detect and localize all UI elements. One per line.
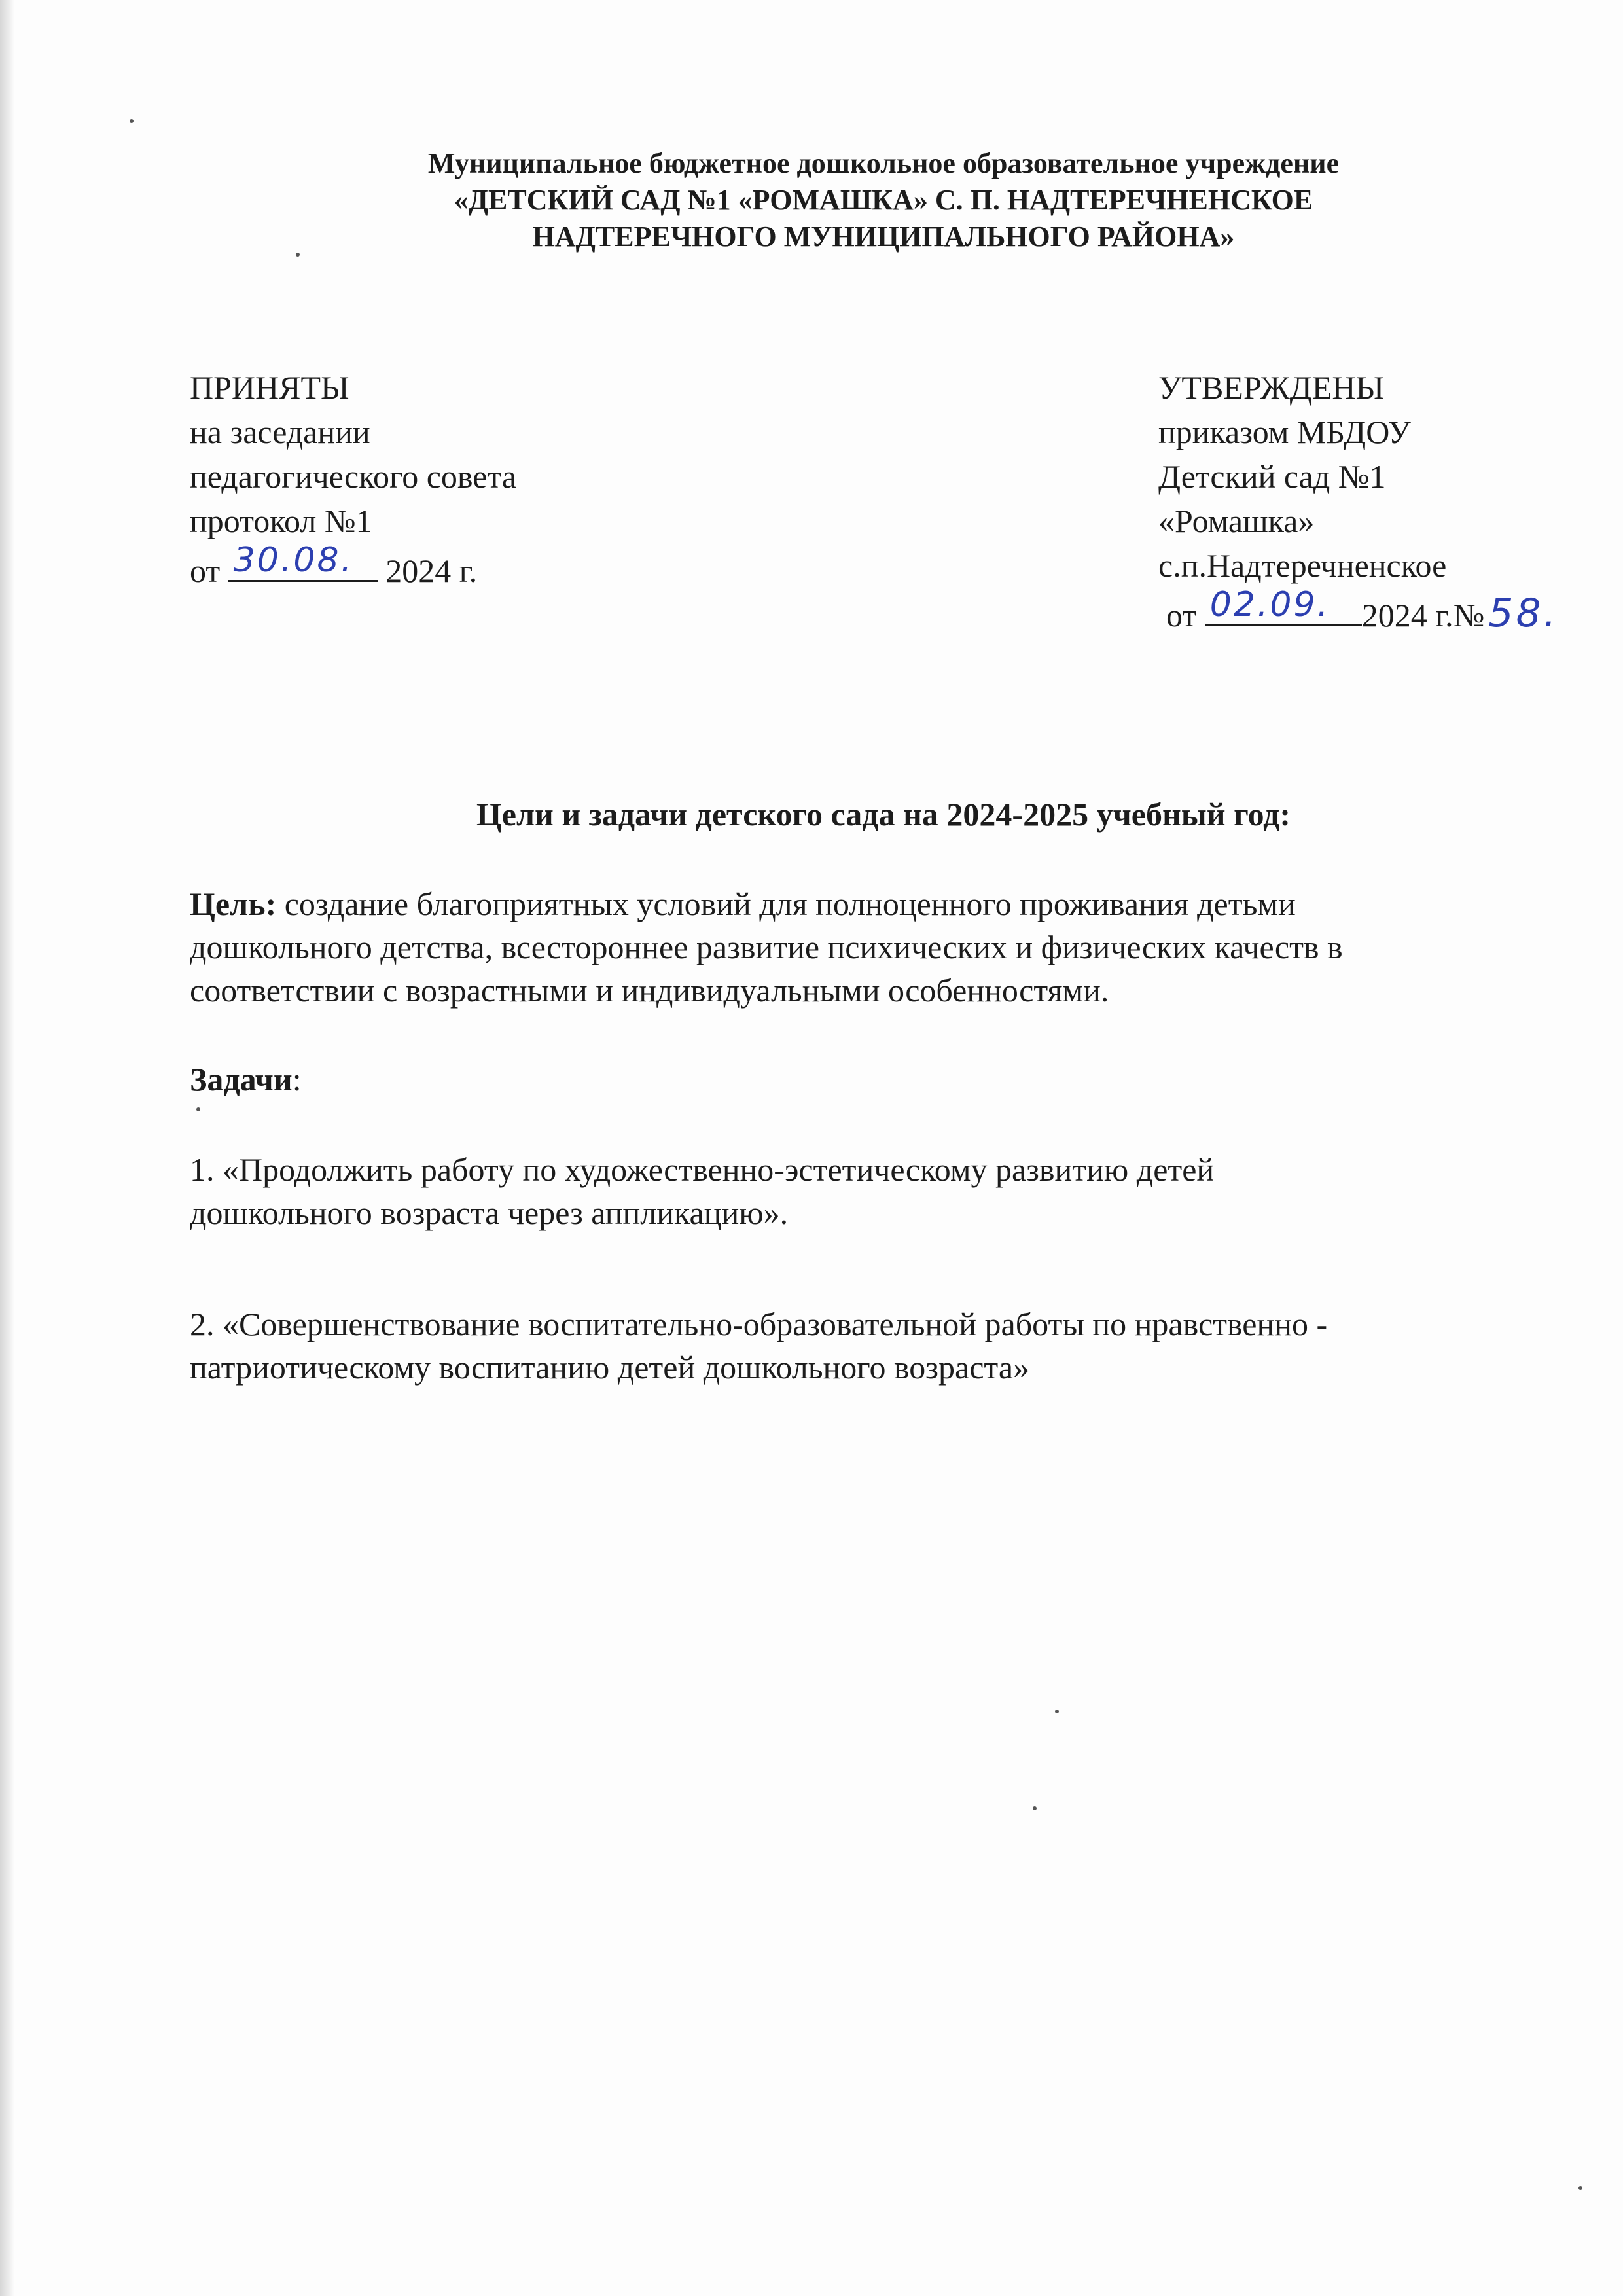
scan-speck bbox=[130, 119, 134, 123]
header-line: «ДЕТСКИЙ САД №1 «РОМАШКА» С. П. НАДТЕРЕЧНЕНСКОЕ bbox=[454, 184, 1313, 216]
task-item bbox=[190, 1302, 1538, 1389]
scan-speck bbox=[196, 1107, 200, 1111]
accepted-line: на заседании bbox=[190, 414, 370, 450]
approved-title: УТВЕРЖДЕНЫ bbox=[1158, 369, 1385, 406]
approved-line: Детский сад №1 bbox=[1158, 458, 1386, 495]
goals-title: Цели и задачи детского сада на 2024-2025 учебный год: bbox=[476, 796, 1291, 833]
header-line: НАДТЕРЕЧНОГО МУНИЦИПАЛЬНОГО РАЙОНА» bbox=[532, 221, 1235, 253]
date-suffix: 2024 г. bbox=[385, 552, 478, 589]
header-line: Муниципальное бюджетное дошкольное образовательное учреждение bbox=[427, 147, 1340, 179]
handwritten-order-number: 58. bbox=[1488, 590, 1559, 636]
approved-line: «Ромашка» bbox=[1158, 503, 1315, 539]
approved-line: приказом МБДОУ bbox=[1158, 414, 1411, 450]
date-suffix: 2024 г.№ bbox=[1361, 597, 1485, 634]
handwritten-date: 02.09. bbox=[1209, 585, 1330, 624]
task-text: дошкольного возраста через аппликацию». bbox=[190, 1194, 789, 1231]
institution-header bbox=[262, 145, 1505, 255]
date-prefix: от bbox=[190, 552, 221, 589]
task-text: 2. «Совершенствование воспитательно-образовательной работы по нравственно - bbox=[190, 1306, 1328, 1342]
handwritten-date: 30.08. bbox=[233, 541, 354, 580]
date-blank bbox=[228, 543, 378, 582]
approved-line: с.п.Надтеречненское bbox=[1158, 547, 1447, 584]
accepted-line: педагогического совета bbox=[190, 458, 517, 495]
goal-label: Цель: bbox=[190, 886, 277, 922]
approved-block bbox=[1158, 365, 1559, 637]
goal-text: соответствии с возрастными и индивидуальными особенностями. bbox=[190, 972, 1109, 1009]
scan-speck bbox=[1033, 1806, 1037, 1810]
task-text: 1. «Продолжить работу по художественно-эстетическому развитию детей bbox=[190, 1151, 1215, 1188]
scan-speck bbox=[1578, 2186, 1582, 2190]
goal-paragraph bbox=[190, 882, 1538, 1012]
scan-speck bbox=[296, 253, 300, 257]
approved-date bbox=[1158, 585, 1559, 637]
date-blank bbox=[1205, 585, 1362, 626]
tasks-heading bbox=[190, 1058, 1538, 1101]
goal-text: дошкольного детства, всестороннее развитие психических и физических качеств в bbox=[190, 929, 1343, 965]
date-prefix: от bbox=[1166, 597, 1197, 634]
scan-speck bbox=[1055, 1710, 1059, 1713]
accepted-title: ПРИНЯТЫ bbox=[190, 369, 349, 406]
tasks-colon: : bbox=[292, 1061, 302, 1098]
scan-shadow-edge bbox=[0, 0, 14, 2296]
accepted-line: протокол №1 bbox=[190, 503, 372, 539]
accepted-date bbox=[190, 543, 516, 593]
task-text: патриотическому воспитанию детей дошкольного возраста» bbox=[190, 1349, 1030, 1386]
accepted-block bbox=[190, 365, 516, 593]
tasks-label: Задачи bbox=[190, 1061, 293, 1098]
goal-text: создание благоприятных условий для полноценного проживания детьми bbox=[284, 886, 1296, 922]
task-item bbox=[190, 1148, 1538, 1234]
